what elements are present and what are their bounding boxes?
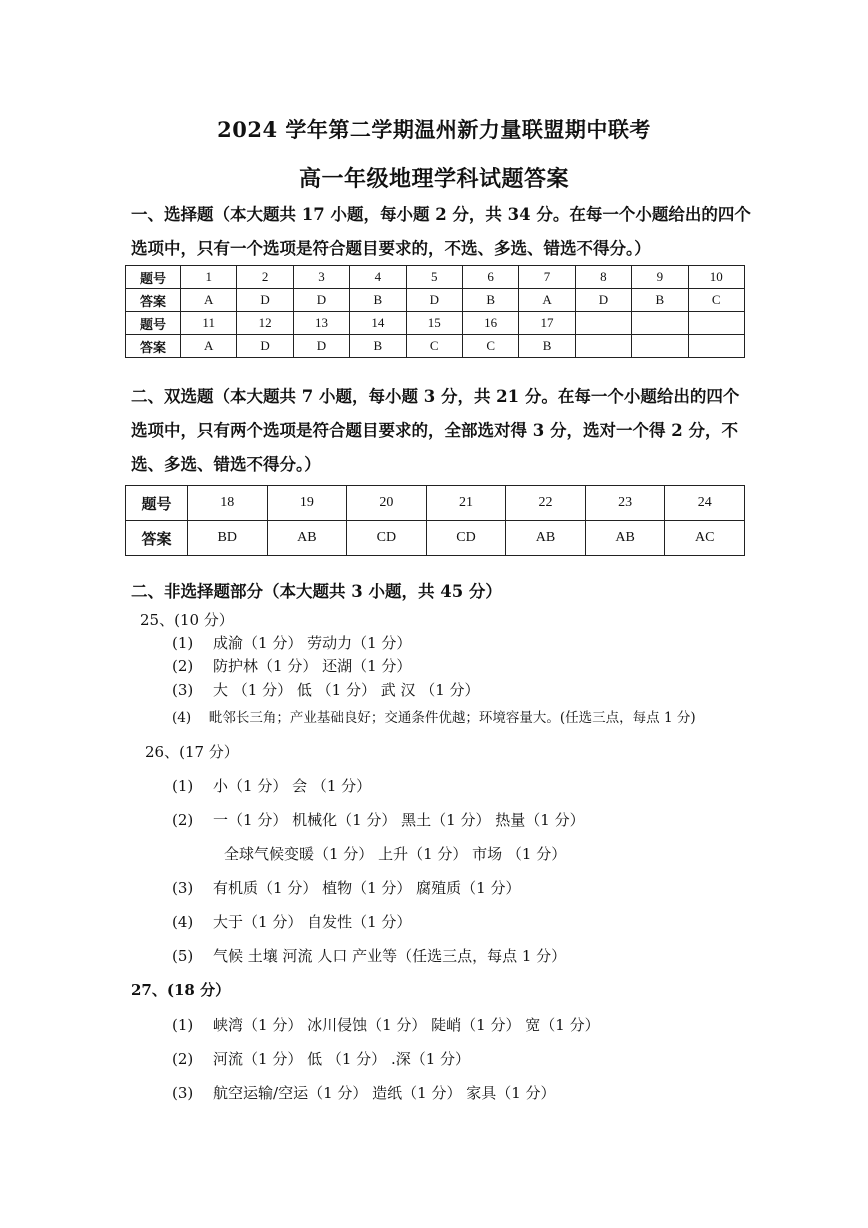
- answer-cell: [688, 335, 744, 358]
- answer-cell: AB: [506, 521, 586, 556]
- question-number: [688, 312, 744, 335]
- exam-subtitle: 高一年级地理学科试题答案: [298, 166, 569, 192]
- answer-cell: B: [462, 289, 518, 312]
- answer-cell: CD: [426, 521, 506, 556]
- question-number: 9: [632, 266, 688, 289]
- answer-cell: [575, 335, 631, 358]
- answer-cell: [632, 335, 688, 358]
- question-number: 24: [665, 486, 745, 521]
- question-number: 11: [181, 312, 237, 335]
- table-row: [126, 266, 745, 289]
- answer-cell: AB: [585, 521, 665, 556]
- row-label-question: 题号: [126, 486, 188, 521]
- section1-heading: 一、选择题（本大题共 17 小题，每小题 2 分，共 34 分。在每一个小题给出的四个选项中，只有一个选项是符合题目要求的，不选、多选、错选不得分。）: [131, 205, 751, 258]
- q25-answer-4: (4) 毗邻长三角；产业基础良好；交通条件优越；环境容量大。(任选三点，每点 1 分): [172, 710, 696, 726]
- answer-cell: B: [519, 335, 575, 358]
- question-number: [632, 312, 688, 335]
- q27-answer-1: (1) 峡湾（1 分） 冰川侵蚀（1 分） 陡峭（1 分） 宽（1 分）: [172, 1016, 600, 1034]
- q26-answer-4: (4) 大于（1 分） 自发性（1 分）: [172, 913, 412, 931]
- question-number: 21: [426, 486, 506, 521]
- question-number: 16: [462, 312, 518, 335]
- table-row: [126, 312, 745, 335]
- answer-cell: BD: [188, 521, 268, 556]
- answer-cell: B: [632, 289, 688, 312]
- q25-answer-1: (1) 成渝（1 分） 劳动力（1 分）: [172, 634, 412, 652]
- table-row: [126, 486, 745, 521]
- answer-cell: B: [350, 335, 406, 358]
- answer-cell: A: [519, 289, 575, 312]
- row-label-question: 题号: [126, 312, 181, 335]
- answer-cell: AB: [267, 521, 347, 556]
- answer-cell: A: [181, 289, 237, 312]
- question-number: 7: [519, 266, 575, 289]
- answer-cell: C: [462, 335, 518, 358]
- q26-answer-3: (3) 有机质（1 分） 植物（1 分） 腐殖质（1 分）: [172, 879, 521, 897]
- question-number: 1: [181, 266, 237, 289]
- question-number: 15: [406, 312, 462, 335]
- row-label-question: 题号: [126, 266, 181, 289]
- table-row: [126, 521, 745, 556]
- question-number: 13: [293, 312, 349, 335]
- answer-cell: B: [350, 289, 406, 312]
- question-number: 18: [188, 486, 268, 521]
- question-number: 5: [406, 266, 462, 289]
- q26-answer-2: (2) 一（1 分） 机械化（1 分） 黑土（1 分） 热量（1 分）: [172, 811, 585, 829]
- row-label-answer: 答案: [126, 335, 181, 358]
- question-number: 10: [688, 266, 744, 289]
- q26-label: 26、(17 分）: [145, 743, 239, 761]
- answer-cell: D: [293, 335, 349, 358]
- q27-answer-2: (2) 河流（1 分） 低 （1 分） .深（1 分）: [172, 1050, 471, 1068]
- answer-cell: D: [293, 289, 349, 312]
- section3-heading: 二、非选择题部分（本大题共 3 小题，共 45 分）: [131, 582, 502, 601]
- q25-label: 25、(10 分）: [140, 611, 234, 629]
- row-label-answer: 答案: [126, 521, 188, 556]
- question-number: 2: [237, 266, 293, 289]
- question-number: 12: [237, 312, 293, 335]
- q26-answer-5: (5) 气候 土壤 河流 人口 产业等（任选三点，每点 1 分）: [172, 947, 567, 965]
- row-label-answer: 答案: [126, 289, 181, 312]
- question-number: 4: [350, 266, 406, 289]
- q27-label: 27、(18 分）: [131, 981, 231, 999]
- answer-cell: D: [237, 335, 293, 358]
- answer-cell: C: [406, 335, 462, 358]
- q26-answer-2-cont: 全球气候变暖（1 分） 上升（1 分） 市场 （1 分）: [224, 845, 567, 863]
- question-number: [575, 312, 631, 335]
- q25-answer-2: (2) 防护林（1 分） 还湖（1 分）: [172, 657, 412, 675]
- question-number: 19: [267, 486, 347, 521]
- question-number: 3: [293, 266, 349, 289]
- double-choice-answer-table: [125, 485, 745, 556]
- answer-cell: CD: [347, 521, 427, 556]
- answer-cell: D: [406, 289, 462, 312]
- q26-answer-1: (1) 小（1 分） 会 （1 分）: [172, 777, 372, 795]
- question-number: 8: [575, 266, 631, 289]
- answer-cell: D: [237, 289, 293, 312]
- section2-heading: 二、双选题（本大题共 7 小题，每小题 3 分，共 21 分。在每一个小题给出的四个选项中，只有两个选项是符合题目要求的，全部选对得 3 分，选对一个得 2 分，不选、多选、错选不得分。）: [131, 387, 740, 474]
- exam-title: 2024 学年第二学期温州新力量联盟期中联考: [217, 117, 651, 142]
- table-row: [126, 335, 745, 358]
- answer-cell: C: [688, 289, 744, 312]
- question-number: 14: [350, 312, 406, 335]
- question-number: 6: [462, 266, 518, 289]
- question-number: 17: [519, 312, 575, 335]
- question-number: 22: [506, 486, 586, 521]
- answer-cell: A: [181, 335, 237, 358]
- answer-cell: D: [575, 289, 631, 312]
- q27-answer-3: (3) 航空运输/空运（1 分） 造纸（1 分） 家具（1 分）: [172, 1084, 556, 1102]
- table-row: [126, 289, 745, 312]
- answer-cell: AC: [665, 521, 745, 556]
- question-number: 20: [347, 486, 427, 521]
- q25-answer-3: (3) 大 （1 分） 低 （1 分） 武 汉 （1 分）: [172, 681, 480, 699]
- single-choice-answer-table: [125, 265, 745, 358]
- question-number: 23: [585, 486, 665, 521]
